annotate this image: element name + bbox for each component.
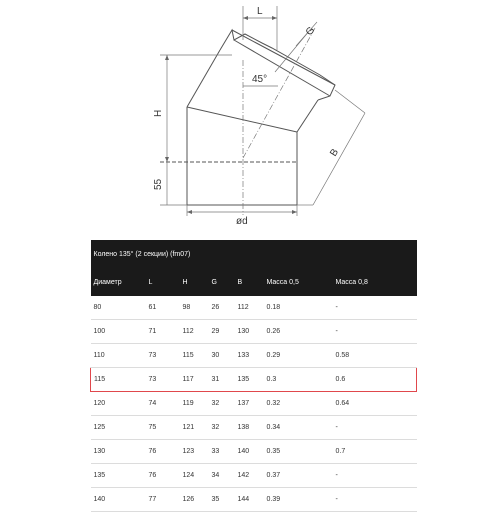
arrow-d-right [292,210,297,214]
table-cell: 130 [91,440,146,464]
label-G: G [303,24,318,38]
upper-pipe-left-edge [187,50,220,107]
socket-ridge [232,30,335,85]
table-cell: 112 [180,320,209,344]
table-cell: 115 [91,368,146,392]
table-cell: 32 [209,392,235,416]
table-cell: 75 [146,416,180,440]
table-cell: - [333,464,417,488]
table-cell: 32 [209,416,235,440]
table-row [91,416,417,440]
table-cell: 73 [146,344,180,368]
table-cell: 0.39 [264,488,333,512]
dim-B-line [313,113,365,205]
table-cell: 0.18 [264,296,333,320]
table-cell: 135 [91,464,146,488]
table-title-row [91,240,417,268]
label-L: L [257,6,263,17]
table-row [91,392,417,416]
table-row-highlighted [91,368,417,392]
arrow-d-left [187,210,192,214]
label-H: H [153,109,164,117]
table-header-row [91,268,417,296]
upper-pipe-right-edge [297,100,318,132]
table-cell: 0.64 [333,392,417,416]
label-55: 55 [153,178,164,190]
table-cell: 34 [209,464,235,488]
table-cell: 140 [91,488,146,512]
table-row [91,296,417,320]
table-row [91,320,417,344]
table-cell: 100 [91,320,146,344]
table-cell: - [333,320,417,344]
column-header: H [180,268,209,296]
table-cell: 73 [146,368,180,392]
column-header: B [235,268,264,296]
dim-G-ext [275,30,310,72]
table-cell: 31 [209,368,235,392]
table-cell: - [333,296,417,320]
arrow-H-top [165,55,169,60]
table-cell: 0.37 [264,464,333,488]
table-body [91,296,417,512]
table-cell: 133 [235,344,264,368]
table-cell: 0.29 [264,344,333,368]
table-cell: 137 [235,392,264,416]
table-cell: 138 [235,416,264,440]
table-cell: 35 [209,488,235,512]
table-cell: 0.35 [264,440,333,464]
table-cell: 80 [91,296,146,320]
table-title: Колено 135° (2 секции) (fm07) [91,240,417,268]
table-cell: 119 [180,392,209,416]
table-cell: 135 [235,368,264,392]
dim-B-ext-top [335,90,365,113]
table-cell: 26 [209,296,235,320]
table-cell: 0.26 [264,320,333,344]
table-cell: 76 [146,464,180,488]
table-cell: 33 [209,440,235,464]
column-header: Масса 0,5 [264,268,333,296]
table-cell: 98 [180,296,209,320]
table-row [91,440,417,464]
table-cell: 121 [180,416,209,440]
column-header: Масса 0,8 [333,268,417,296]
table-cell: 142 [235,464,264,488]
column-header: L [146,268,180,296]
table-cell: 0.34 [264,416,333,440]
segment-seam [187,107,297,132]
table-cell: 0.7 [333,440,417,464]
label-angle: 45° [252,74,268,85]
table-cell: 76 [146,440,180,464]
table-cell: 0.58 [333,344,417,368]
table-cell: 30 [209,344,235,368]
table-cell: - [333,488,417,512]
table-cell: 61 [146,296,180,320]
table-cell: 0.32 [264,392,333,416]
table-cell: 124 [180,464,209,488]
arrow-L-right [272,16,277,20]
table-cell: 120 [91,392,146,416]
spec-table [90,240,417,512]
table-cell: 0.3 [264,368,333,392]
table-cell: 110 [91,344,146,368]
axis-diagonal [243,28,315,158]
table-cell: 117 [180,368,209,392]
table-cell: 74 [146,392,180,416]
arrow-L-left [243,16,248,20]
table-cell: 71 [146,320,180,344]
table-cell: 123 [180,440,209,464]
arrow-H-bottom [165,157,169,162]
label-B: B [328,147,342,159]
column-header: G [209,268,235,296]
table-cell: - [333,416,417,440]
table-cell: 130 [235,320,264,344]
table-cell: 140 [235,440,264,464]
table-cell: 125 [91,416,146,440]
table-cell: 126 [180,488,209,512]
table-cell: 112 [235,296,264,320]
table-cell: 77 [146,488,180,512]
table-row [91,464,417,488]
label-diameter: ød [236,216,248,227]
elbow-technical-drawing [0,0,500,235]
table-cell: 0.6 [333,368,417,392]
table-cell: 144 [235,488,264,512]
table-cell: 115 [180,344,209,368]
column-header: Диаметр [91,268,146,296]
table-row [91,344,417,368]
table-cell: 29 [209,320,235,344]
